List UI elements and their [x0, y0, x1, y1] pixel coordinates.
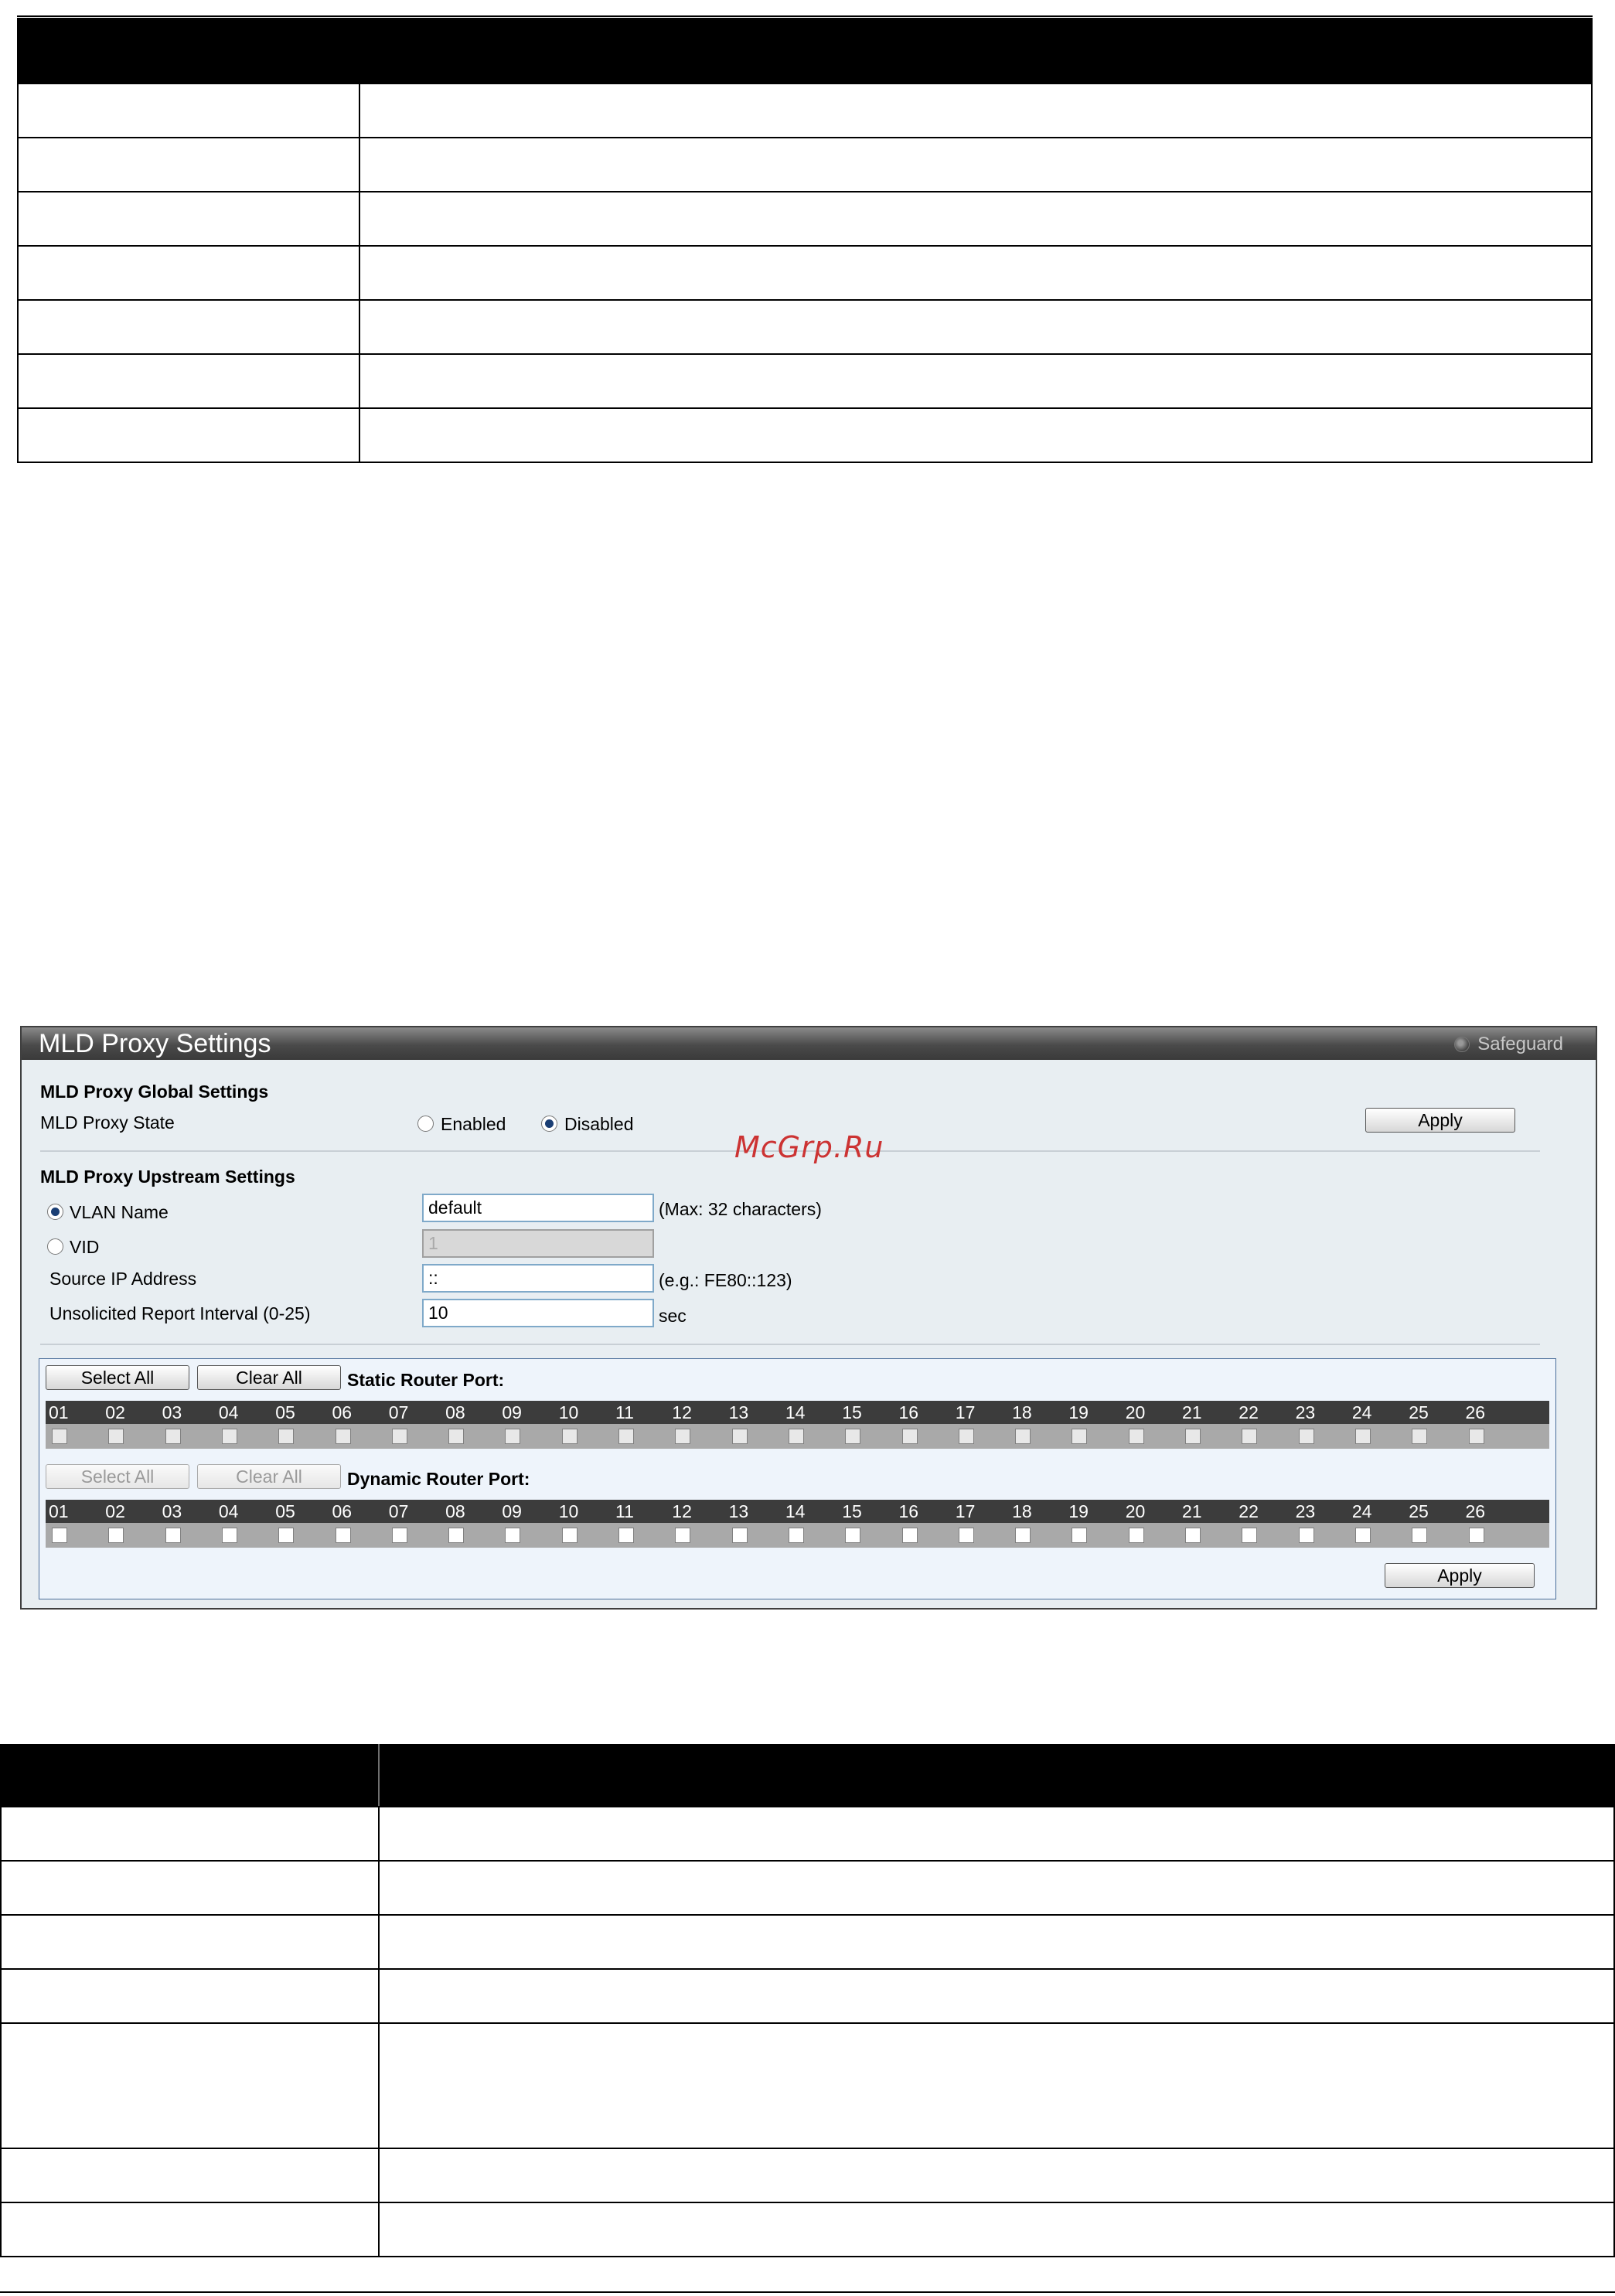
source-ip-hint: (e.g.: FE80::123) — [659, 1270, 792, 1290]
table-row — [18, 354, 1592, 408]
panel-title-bar — [22, 1027, 1596, 1060]
dynamic-port-number-23: 23 — [1295, 1501, 1316, 1521]
table-row — [1, 1915, 1614, 1969]
bottom-rule — [0, 2291, 1615, 2293]
static-port-number-09: 09 — [502, 1402, 522, 1422]
disabled-radio[interactable] — [541, 1116, 557, 1132]
vid-input[interactable]: 1 — [422, 1229, 654, 1258]
dynamic-port-number-15: 15 — [842, 1501, 862, 1521]
table-row — [1, 1969, 1614, 2023]
dynamic-port-checkbox-04[interactable] — [222, 1528, 237, 1543]
global-settings-heading: MLD Proxy Global Settings — [40, 1082, 269, 1102]
report-interval-input[interactable]: 10 — [422, 1299, 654, 1327]
static-port-number-24: 24 — [1351, 1402, 1372, 1422]
dynamic-port-number-22: 22 — [1239, 1501, 1259, 1521]
table-row — [18, 408, 1592, 462]
dynamic-port-checkbox-08[interactable] — [448, 1528, 464, 1543]
table-header-cell — [359, 19, 1592, 83]
static-port-number-01: 01 — [49, 1402, 69, 1422]
dynamic-port-checkbox-19[interactable] — [1072, 1528, 1087, 1543]
vlan-name-label: VLAN Name — [70, 1202, 169, 1222]
static-port-number-20: 20 — [1125, 1402, 1146, 1422]
static-port-checkbox-17[interactable] — [959, 1429, 974, 1444]
static-port-number-11: 11 — [615, 1402, 634, 1422]
static-port-checkbox-03[interactable] — [165, 1429, 181, 1444]
dynamic-port-checkbox-12[interactable] — [675, 1528, 690, 1543]
table-row — [18, 138, 1592, 192]
static-port-number-22: 22 — [1239, 1402, 1259, 1422]
dynamic-port-checkbox-09[interactable] — [505, 1528, 520, 1543]
table-row — [1, 1807, 1614, 1861]
dynamic-port-number-07: 07 — [388, 1501, 409, 1521]
static-port-checkbox-02[interactable] — [108, 1429, 124, 1444]
parameter-table-1 — [17, 18, 1593, 463]
dynamic-port-number-04: 04 — [218, 1501, 239, 1521]
dynamic-port-number-01: 01 — [49, 1501, 69, 1521]
static-port-number-row — [46, 1401, 1549, 1424]
dynamic-port-checkbox-26[interactable] — [1469, 1528, 1484, 1543]
static-port-checkbox-01[interactable] — [52, 1429, 67, 1444]
safeguard-label: Safeguard — [1477, 1034, 1563, 1054]
dynamic-port-checkbox-row — [46, 1523, 1549, 1548]
table-header-cell — [18, 19, 359, 83]
static-port-checkbox-04[interactable] — [222, 1429, 237, 1444]
table-row — [1, 2148, 1614, 2202]
static-port-checkbox-09[interactable] — [505, 1429, 520, 1444]
source-ip-input[interactable]: :: — [422, 1264, 654, 1293]
static-port-number-18: 18 — [1012, 1402, 1032, 1422]
static-port-number-08: 08 — [445, 1402, 465, 1422]
table-row — [18, 83, 1592, 138]
static-port-checkbox-10[interactable] — [562, 1429, 578, 1444]
table-row — [18, 246, 1592, 300]
vid-label: VID — [70, 1237, 100, 1257]
top-rule — [17, 15, 1593, 17]
static-port-number-23: 23 — [1295, 1402, 1316, 1422]
static-port-checkbox-20[interactable] — [1129, 1429, 1144, 1444]
static-port-number-15: 15 — [842, 1402, 862, 1422]
vlan-name-input[interactable]: default — [422, 1194, 654, 1222]
table-header-row — [1, 1745, 1614, 1807]
dynamic-port-number-25: 25 — [1409, 1501, 1429, 1521]
table-row — [1, 1861, 1614, 1915]
dynamic-port-checkbox-11[interactable] — [618, 1528, 634, 1543]
static-port-checkbox-18[interactable] — [1015, 1429, 1031, 1444]
table-header-cell — [379, 1745, 1614, 1807]
dynamic-port-number-row — [46, 1500, 1549, 1523]
panel-title: MLD Proxy Settings — [39, 1029, 271, 1058]
dynamic-port-checkbox-07[interactable] — [392, 1528, 407, 1543]
ports-apply-button[interactable]: Apply — [1385, 1563, 1535, 1588]
static-port-checkbox-26[interactable] — [1469, 1429, 1484, 1444]
dynamic-port-number-11: 11 — [615, 1501, 634, 1521]
dynamic-port-checkbox-14[interactable] — [789, 1528, 804, 1543]
static-port-number-26: 26 — [1465, 1402, 1486, 1422]
dynamic-port-number-26: 26 — [1465, 1501, 1486, 1521]
dynamic-port-checkbox-06[interactable] — [336, 1528, 351, 1543]
report-interval-unit: sec — [659, 1306, 687, 1326]
dynamic-port-number-19: 19 — [1068, 1501, 1089, 1521]
dynamic-port-number-03: 03 — [162, 1501, 182, 1521]
dynamic-port-checkbox-22[interactable] — [1242, 1528, 1257, 1543]
dynamic-port-checkbox-10[interactable] — [562, 1528, 578, 1543]
static-port-number-17: 17 — [955, 1402, 976, 1422]
static-router-port-label: Static Router Port: — [347, 1370, 505, 1390]
dynamic-port-checkbox-03[interactable] — [165, 1528, 181, 1543]
static-port-checkbox-22[interactable] — [1242, 1429, 1257, 1444]
dynamic-port-number-14: 14 — [785, 1501, 806, 1521]
static-port-checkbox-11[interactable] — [618, 1429, 634, 1444]
static-port-checkbox-row — [46, 1424, 1549, 1449]
table-row — [18, 192, 1592, 246]
static-port-number-07: 07 — [388, 1402, 409, 1422]
dynamic-port-number-24: 24 — [1351, 1501, 1372, 1521]
static-port-number-04: 04 — [218, 1402, 239, 1422]
static-port-number-19: 19 — [1068, 1402, 1089, 1422]
enabled-label: Enabled — [441, 1114, 506, 1134]
dynamic-port-number-21: 21 — [1182, 1501, 1202, 1521]
vid-radio[interactable] — [47, 1238, 63, 1255]
static-port-checkbox-21[interactable] — [1185, 1429, 1201, 1444]
dynamic-port-number-02: 02 — [105, 1501, 125, 1521]
static-port-checkbox-07[interactable] — [392, 1429, 407, 1444]
static-clear-all-button[interactable]: Clear All — [197, 1365, 341, 1390]
safeguard-indicator[interactable] — [1454, 1034, 1563, 1055]
static-select-all-button[interactable]: Select All — [46, 1365, 189, 1390]
dynamic-port-checkbox-17[interactable] — [959, 1528, 974, 1543]
static-port-number-25: 25 — [1409, 1402, 1429, 1422]
dynamic-port-number-10: 10 — [558, 1501, 579, 1521]
disabled-label: Disabled — [564, 1114, 634, 1134]
vlan-name-hint: (Max: 32 characters) — [659, 1199, 822, 1219]
dynamic-port-checkbox-15[interactable] — [845, 1528, 860, 1543]
static-port-checkbox-08[interactable] — [448, 1429, 464, 1444]
static-port-number-03: 03 — [162, 1402, 182, 1422]
dynamic-port-checkbox-21[interactable] — [1185, 1528, 1201, 1543]
mld-proxy-state-label: MLD Proxy State — [40, 1112, 175, 1133]
static-port-number-02: 02 — [105, 1402, 125, 1422]
static-port-checkbox-19[interactable] — [1072, 1429, 1087, 1444]
dynamic-port-checkbox-25[interactable] — [1412, 1528, 1427, 1543]
dynamic-router-port-label: Dynamic Router Port: — [347, 1469, 530, 1489]
static-port-number-13: 13 — [728, 1402, 749, 1422]
table-header-cell — [1, 1745, 379, 1807]
static-port-number-14: 14 — [785, 1402, 806, 1422]
table-row — [18, 300, 1592, 354]
dynamic-port-checkbox-02[interactable] — [108, 1528, 124, 1543]
static-port-checkbox-12[interactable] — [675, 1429, 690, 1444]
static-port-checkbox-15[interactable] — [845, 1429, 860, 1444]
dynamic-port-checkbox-23[interactable] — [1299, 1528, 1314, 1543]
dynamic-port-checkbox-20[interactable] — [1129, 1528, 1144, 1543]
dynamic-port-checkbox-18[interactable] — [1015, 1528, 1031, 1543]
static-port-checkbox-05[interactable] — [278, 1429, 294, 1444]
separator — [40, 1344, 1540, 1345]
mld-proxy-settings-panel — [20, 1026, 1597, 1610]
watermark-text: McGrp.Ru — [734, 1130, 884, 1164]
static-port-number-05: 05 — [275, 1402, 295, 1422]
static-port-number-12: 12 — [672, 1402, 692, 1422]
dynamic-port-checkbox-13[interactable] — [732, 1528, 748, 1543]
static-port-number-16: 16 — [898, 1402, 919, 1422]
static-port-checkbox-24[interactable] — [1355, 1429, 1371, 1444]
dynamic-port-number-18: 18 — [1012, 1501, 1032, 1521]
static-port-checkbox-06[interactable] — [336, 1429, 351, 1444]
static-port-checkbox-23[interactable] — [1299, 1429, 1314, 1444]
table-row — [1, 2202, 1614, 2257]
enabled-radio[interactable] — [417, 1116, 434, 1132]
dynamic-port-number-09: 09 — [502, 1501, 522, 1521]
vlan-name-radio[interactable] — [47, 1204, 63, 1220]
dynamic-port-number-05: 05 — [275, 1501, 295, 1521]
dynamic-port-number-13: 13 — [728, 1501, 749, 1521]
static-port-number-06: 06 — [332, 1402, 353, 1422]
upstream-settings-heading: MLD Proxy Upstream Settings — [40, 1167, 295, 1187]
dynamic-port-number-17: 17 — [955, 1501, 976, 1521]
dynamic-port-number-08: 08 — [445, 1501, 465, 1521]
router-port-box — [39, 1358, 1556, 1599]
static-port-number-10: 10 — [558, 1402, 579, 1422]
table-row — [1, 2023, 1614, 2148]
static-port-checkbox-14[interactable] — [789, 1429, 804, 1444]
source-ip-label: Source IP Address — [49, 1269, 197, 1289]
dynamic-port-number-12: 12 — [672, 1501, 692, 1521]
dynamic-port-checkbox-01[interactable] — [52, 1528, 67, 1543]
static-port-checkbox-25[interactable] — [1412, 1429, 1427, 1444]
dynamic-port-checkbox-05[interactable] — [278, 1528, 294, 1543]
dynamic-port-checkbox-16[interactable] — [902, 1528, 918, 1543]
static-port-checkbox-16[interactable] — [902, 1429, 918, 1444]
table-header-row — [18, 19, 1592, 83]
dynamic-clear-all-button[interactable]: Clear All — [197, 1464, 341, 1489]
dynamic-port-number-16: 16 — [898, 1501, 919, 1521]
safeguard-icon — [1454, 1037, 1470, 1052]
dynamic-port-number-20: 20 — [1125, 1501, 1146, 1521]
dynamic-port-number-06: 06 — [332, 1501, 353, 1521]
parameter-table-2 — [0, 1744, 1615, 2257]
static-port-number-21: 21 — [1182, 1402, 1202, 1422]
static-port-checkbox-13[interactable] — [732, 1429, 748, 1444]
dynamic-port-checkbox-24[interactable] — [1355, 1528, 1371, 1543]
global-apply-button[interactable]: Apply — [1365, 1108, 1515, 1133]
report-interval-label: Unsolicited Report Interval (0-25) — [49, 1303, 311, 1323]
dynamic-select-all-button[interactable]: Select All — [46, 1464, 189, 1489]
